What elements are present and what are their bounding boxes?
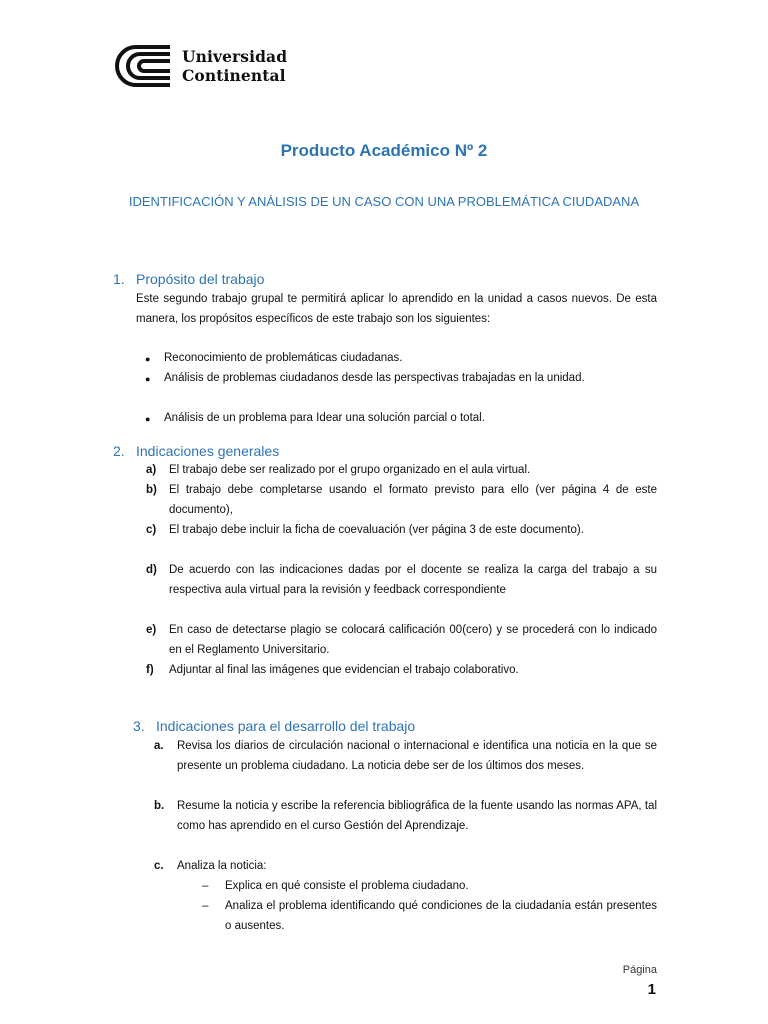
section-2-heading: Indicaciones generales <box>136 443 280 459</box>
university-logo <box>110 44 287 88</box>
list-marker: a. <box>154 740 164 752</box>
continental-c-icon <box>110 44 178 88</box>
section-3-heading: Indicaciones para el desarrollo del trabajo <box>156 718 416 734</box>
list-marker: d) <box>146 564 157 576</box>
section-2-item-b: El trabajo debe completarse usando el formato previsto para ello (ver página 4 de este documento), <box>169 484 657 516</box>
section-1-heading: Propósito del trabajo <box>136 271 265 287</box>
section-3-item-c: Analiza la noticia: <box>177 860 267 872</box>
logo-line-2: Continental <box>182 66 286 85</box>
section-1-bullet-2: Análisis de problemas ciudadanos desde las perspectivas trabajadas en la unidad. <box>164 372 585 384</box>
bullet-icon: ● <box>145 374 151 384</box>
dash-marker: – <box>202 880 209 892</box>
list-marker: c) <box>146 524 157 536</box>
section-2-item-f: Adjuntar al final las imágenes que evidencian el trabajo colaborativo. <box>169 664 519 676</box>
section-3-item-b: Resume la noticia y escribe la referencia bibliográfica de la fuente usando las normas APA, tal como has aprendido en el curso Gestión del Aprendizaje. <box>177 800 657 832</box>
section-2-number: 2. <box>113 443 125 459</box>
list-marker: e) <box>146 624 157 636</box>
section-1-bullet-1: Reconocimiento de problemáticas ciudadanas. <box>164 352 403 364</box>
bullet-icon: ● <box>145 354 151 364</box>
bullet-icon: ● <box>145 414 151 424</box>
list-marker: b. <box>154 800 165 812</box>
section-1-bullet-3: Análisis de un problema para Idear una solución parcial o total. <box>164 412 485 424</box>
list-marker: a) <box>146 464 157 476</box>
page-number: 1 <box>647 981 656 998</box>
list-marker: c. <box>154 860 164 872</box>
section-1-intro: Este segundo trabajo grupal te permitirá aplicar lo aprendido en la unidad a casos nuevos. De esta manera, los propósitos específicos de este trabajo son los siguientes: <box>136 293 657 325</box>
section-2-item-d: De acuerdo con las indicaciones dadas por el docente se realiza la carga del trabajo a su respectiva aula virtual para la revisión y feedback correspondiente <box>169 564 657 596</box>
section-2-item-e: En caso de detectarse plagio se colocará calificación 00(cero) y se procederá con lo indicado en el Reglamento Universitario. <box>169 624 657 656</box>
logo-wordmark <box>182 47 287 85</box>
section-3-item-a: Revisa los diarios de circulación nacional o internacional e identifica una noticia en la que se presente un problema ciudadano. La noticia debe ser de los últimos dos meses. <box>177 740 657 772</box>
section-3-number: 3. <box>133 718 145 734</box>
document-subtitle: IDENTIFICACIÓN Y ANÁLISIS DE UN CASO CON UNA PROBLEMÁTICA CIUDADANA <box>128 194 640 209</box>
page-label: Página <box>622 964 657 976</box>
section-2-item-a: El trabajo debe ser realizado por el grupo organizado en el aula virtual. <box>169 464 531 476</box>
section-3-subitem-1: Explica en qué consiste el problema ciudadano. <box>225 880 469 892</box>
list-marker: b) <box>146 484 157 496</box>
dash-marker: – <box>202 900 209 912</box>
section-3-subitem-2: Analiza el problema identificando qué condiciones de la ciudadanía están presentes o ausentes. <box>225 900 657 932</box>
section-1-number: 1. <box>113 271 125 287</box>
document-title: Producto Académico Nº 2 <box>280 141 488 160</box>
section-2-item-c: El trabajo debe incluir la ficha de coevaluación (ver página 3 de este documento). <box>169 524 584 536</box>
logo-line-1: Universidad <box>182 47 288 66</box>
list-marker: f) <box>146 664 154 676</box>
